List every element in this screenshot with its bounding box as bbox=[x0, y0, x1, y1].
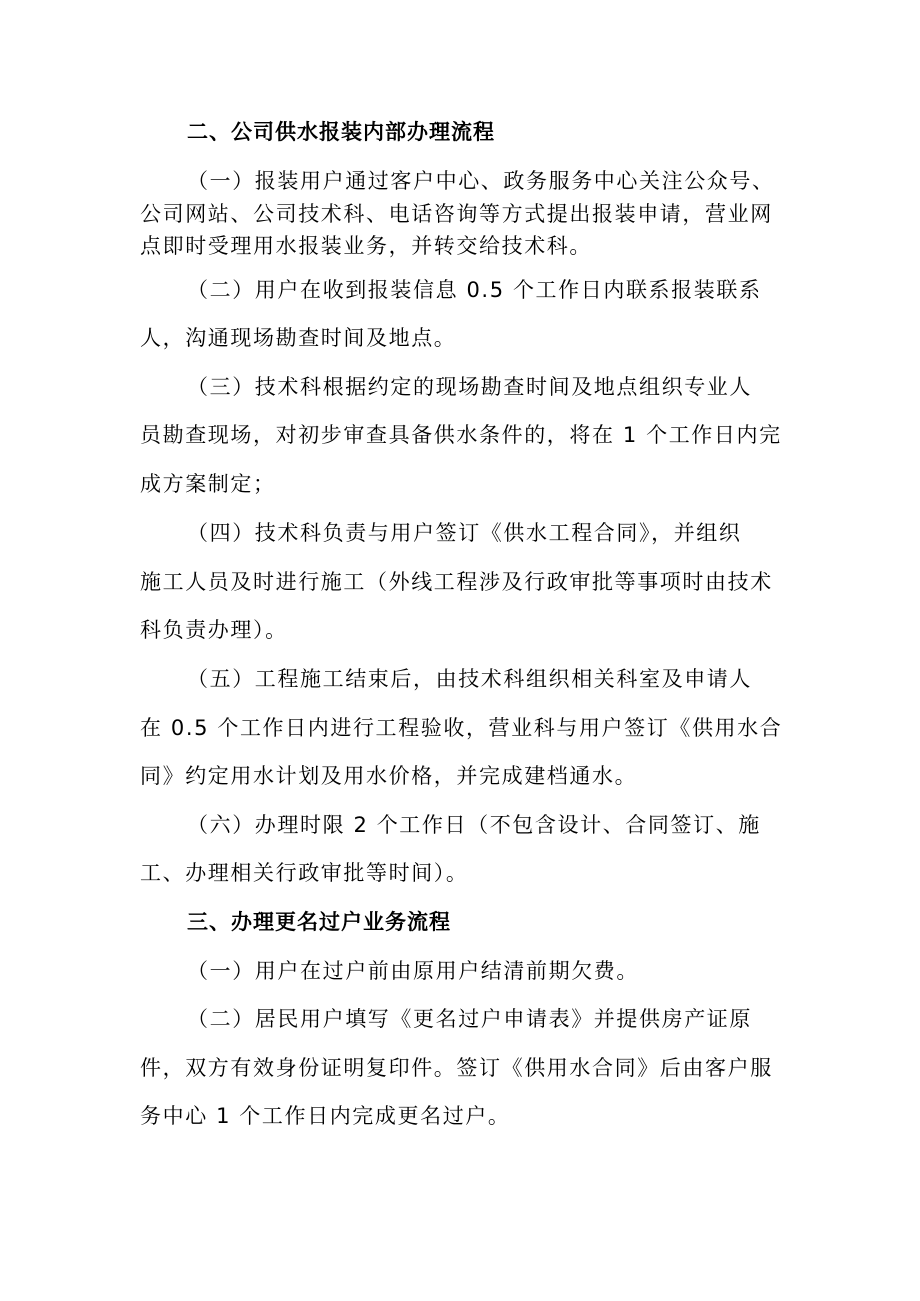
section-heading: 二、公司供水报装内部办理流程 bbox=[187, 120, 495, 144]
paragraph-line: 科负责办理）。 bbox=[140, 618, 288, 642]
paragraph-line: （二）居民用户填写《更名过户申请表》并提供房产证原 bbox=[187, 1007, 752, 1031]
paragraph-line: 工、办理相关行政审批等时间）。 bbox=[140, 861, 469, 885]
paragraph-line: 成方案制定； bbox=[140, 472, 276, 496]
paragraph-line: 人，沟通现场勘查时间及地点。 bbox=[140, 326, 457, 350]
paragraph-line: （五）工程施工结束后，由技术科组织相关科室及申请人 bbox=[187, 667, 752, 691]
paragraph-line: 员勘查现场，对初步审查具备供水条件的，将在 1 个工作日内完 bbox=[140, 423, 782, 447]
paragraph-line: （一）用户在过户前由原用户结清前期欠费。 bbox=[187, 959, 639, 983]
paragraph-line: （四）技术科负责与用户签订《供水工程合同》，并组织 bbox=[187, 521, 742, 545]
paragraph-line: 施工人员及时进行施工（外线工程涉及行政审批等事项时由技术 bbox=[140, 570, 773, 594]
paragraph-line: 公司网站、公司技术科、电话咨询等方式提出报装申请，营业网 bbox=[140, 202, 773, 226]
paragraph-line: （二）用户在收到报装信息 0.5 个工作日内联系报装联系 bbox=[187, 278, 762, 302]
paragraph-line: （三）技术科根据约定的现场勘查时间及地点组织专业人 bbox=[187, 375, 752, 399]
paragraph-line: 件，双方有效身份证明复印件。签订《供用水合同》后由客户服 bbox=[140, 1056, 773, 1080]
paragraph-line: 点即时受理用水报装业务，并转交给技术科。 bbox=[140, 234, 592, 258]
paragraph-line: （六）办理时限 2 个工作日（不包含设计、合同签订、施 bbox=[187, 813, 761, 837]
paragraph-line: （一）报装用户通过客户中心、政务服务中心关注公众号、 bbox=[187, 169, 775, 193]
section-heading: 三、办理更名过户业务流程 bbox=[187, 910, 451, 934]
paragraph-line: 同》约定用水计划及用水价格，并完成建档通水。 bbox=[140, 764, 638, 788]
paragraph-line: 务中心 1 个工作日内完成更名过户。 bbox=[140, 1104, 511, 1128]
paragraph-line: 在 0.5 个工作日内进行工程验收，营业科与用户签订《供用水合 bbox=[140, 716, 783, 740]
